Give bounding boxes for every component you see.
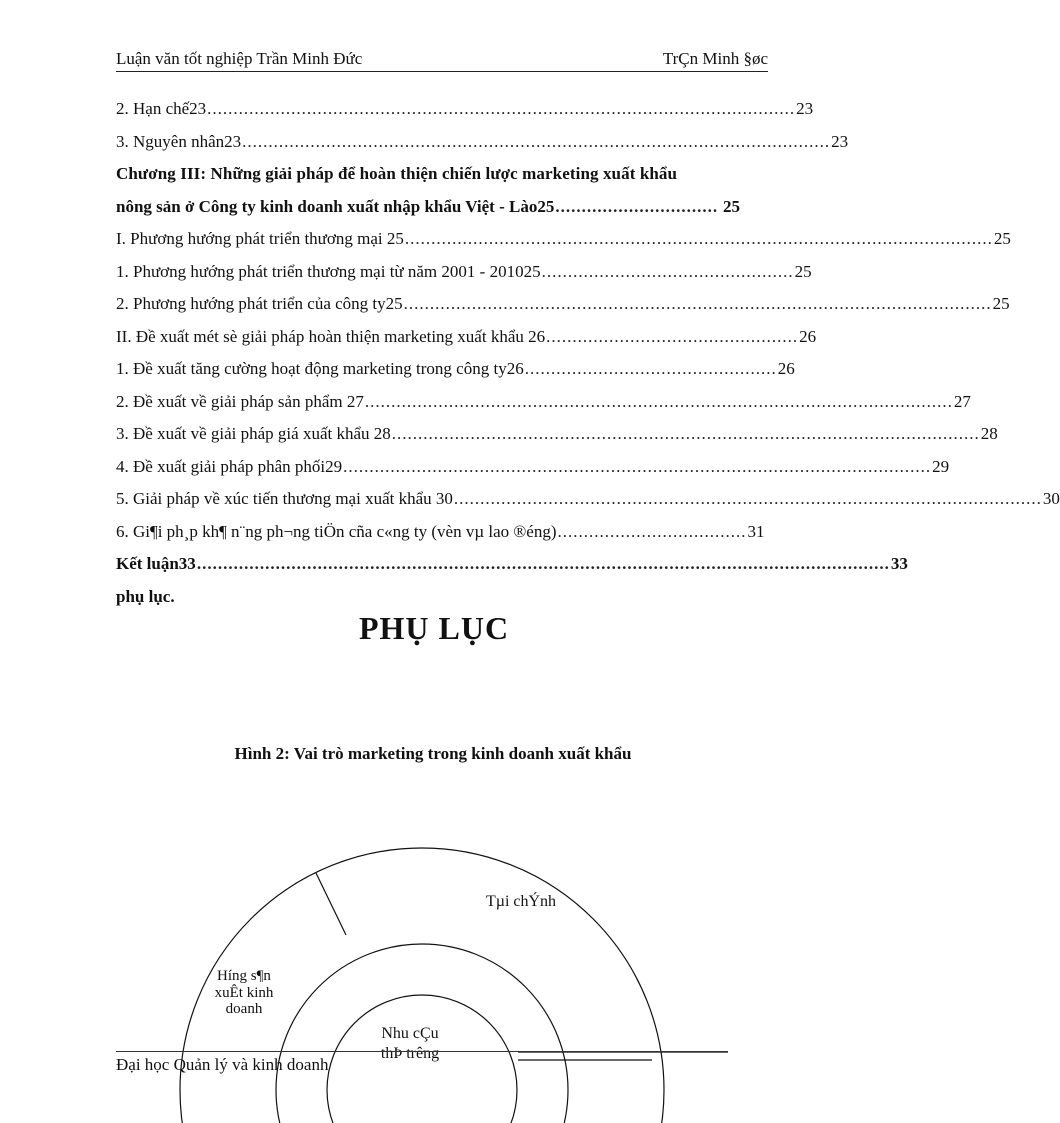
appendix-title: PHỤ LỤC (358, 610, 510, 646)
middle-ring-label: Híng s¶n xuÊt kinh doanh (214, 968, 274, 1017)
toc-entry-title: 1. Đề xuất tăng cường hoạt động marketing trong công ty26 (116, 359, 524, 378)
toc-entry-title: 3. Đề xuất về giải pháp giá xuất khẩu 28 (116, 424, 391, 443)
toc-entry-title: Chương III: Những giải pháp để hoàn thiện chiến lược marketing xuất khẩu (116, 164, 678, 183)
toc-entry-title: 1. Phương hướng phát triển thương mại từ năm 2001 - 201025 (116, 261, 541, 281)
footer-rule (116, 1051, 728, 1052)
toc-page-number: 30 (1042, 489, 1060, 508)
header-left-text: Luận văn tốt nghiệp Trần Minh Đức (116, 49, 363, 68)
toc-leader-dots: .................................................................................................................................... (196, 554, 890, 573)
header-right-text: TrÇn Minh §øc (662, 49, 768, 68)
toc-entry-title: nông sản ở Công ty kinh doanh xuất nhập khẩu Việt - Lào25 (116, 196, 555, 216)
toc-leader-dots: ................................................................................................................ (242, 131, 831, 151)
toc-leader-dots: ................................................................................................................ (364, 391, 953, 411)
toc-leader-dots: .................................... (557, 521, 747, 541)
toc-page-number: 31 (747, 521, 765, 541)
inner-circle-label: Nhu cÇu thÞ trêng (380, 1025, 440, 1062)
outer-divider (316, 873, 346, 935)
toc-page-number: 33 (890, 554, 908, 573)
toc-page-number: 26 (799, 326, 817, 346)
outer-ring-label: Tµi chÝnh (485, 893, 557, 910)
toc-leader-dots: ................................................ (546, 326, 799, 346)
toc-entry-title: phụ lục. (116, 586, 175, 606)
toc-page-number: 28 (980, 424, 998, 443)
toc-page-number: 23 (796, 99, 814, 118)
toc-page-number: 25 (993, 229, 1011, 248)
figure-caption: Hình 2: Vai trò marketing trong kinh doanh xuất khẩu (234, 744, 632, 763)
toc-leader-dots: ............................... (555, 196, 719, 216)
toc-leader-dots: ................................................................................................................ (207, 99, 796, 118)
toc-page-number: 25 (794, 261, 812, 281)
toc-leader-dots: ................................................................................................................ (391, 424, 980, 443)
toc-page-number: 26 (777, 359, 795, 378)
toc-entry-title: 2. Hạn chế23 (116, 99, 207, 118)
toc-entry-title: I. Phương hướng phát triển thương mại 25 (116, 229, 404, 248)
toc-entry-title: 2. Phương hướng phát triển của công ty25 (116, 294, 403, 313)
toc-leader-dots: ................................................................................................................ (453, 489, 1042, 508)
toc-entry-title: Kết luận33 (116, 554, 196, 573)
toc-entry-title: 6. Gi¶i ph¸p kh¶ n¨ng ph¬ng tiÖn cña c«ng ty (vèn vµ lao ®éng) (116, 521, 557, 541)
toc-leader-dots: ................................................................................................................ (403, 294, 992, 313)
toc-entry-title: 5. Giải pháp về xúc tiến thương mại xuất khẩu 30 (116, 489, 453, 508)
toc-entry-title: 4. Đề xuất giải pháp phân phối29 (116, 456, 343, 476)
toc-page-number: 27 (953, 391, 971, 411)
toc-entry-title: 3. Nguyên nhân23 (116, 131, 242, 151)
toc-leader-dots: ................................................ (524, 359, 777, 378)
toc-page-number: 25 (992, 294, 1010, 313)
page-footer: Đại học Quản lý và kinh doanh (116, 1055, 329, 1074)
toc-leader-dots: ................................................................................................................ (343, 456, 932, 476)
toc-leader-dots: ................................................................................................................ (404, 229, 993, 248)
toc-entry-title: II. Đề xuất mét sè giải pháp hoàn thiện marketing xuất khẩu 26 (116, 326, 546, 346)
toc-page-number: 29 (932, 456, 950, 476)
toc-page-number: 23 (831, 131, 849, 151)
toc-entry-title: 2. Đề xuất về giải pháp sản phẩm 27 (116, 391, 364, 411)
toc-leader-dots: ................................................ (541, 261, 794, 281)
toc-page-number: 25 (723, 196, 740, 216)
